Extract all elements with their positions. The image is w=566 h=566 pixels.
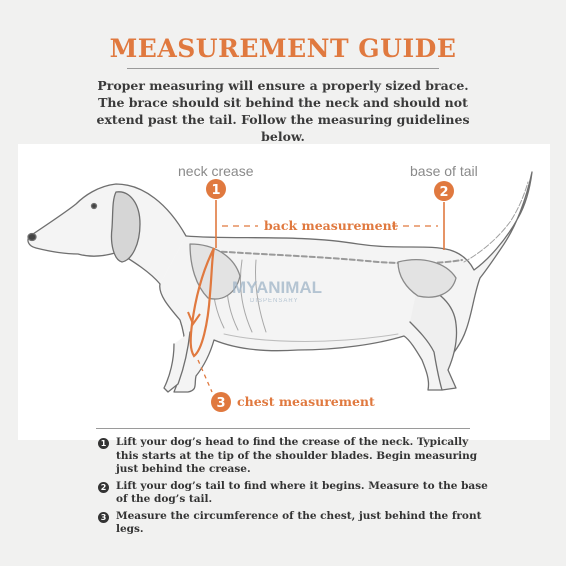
- steps-divider: [96, 428, 470, 429]
- title-divider: [127, 68, 439, 69]
- watermark-subtext: DISPENSARY: [250, 298, 299, 304]
- dog-eye: [92, 204, 97, 209]
- badge-1-number: 1: [211, 183, 221, 198]
- instruction-list: [98, 436, 488, 540]
- step-2-text: Lift your dog’s tail to find where it begins. Measure to the base of the dog’s tail.: [116, 479, 488, 505]
- step-3-number-icon: 3: [98, 512, 109, 523]
- dog-diagram: [18, 144, 550, 440]
- dog-nose: [28, 234, 36, 241]
- instruction-step-1: [98, 436, 488, 477]
- intro-text: Proper measuring will ensure a properly sized brace. The brace should sit behind the neck and should not extend past the tail. Follow the measuring guidelines below.: [96, 78, 470, 144]
- badge-3-number: 3: [216, 396, 226, 411]
- step-2-number-icon: 2: [98, 482, 109, 493]
- instruction-step-3: [98, 510, 488, 537]
- dog-head-outline: [28, 184, 186, 284]
- watermark-text: MYANIMAL: [232, 278, 323, 297]
- page-title: MEASUREMENT GUIDE: [109, 34, 457, 63]
- diagram-panel: [18, 144, 550, 440]
- back-measurement-label: back measurement: [264, 218, 398, 233]
- step-3-text: Measure the circumference of the chest, just behind the front legs.: [116, 509, 482, 535]
- step-1-number-icon: 1: [98, 438, 109, 449]
- step-1-text: Lift your dog’s head to find the crease of the neck. Typically this starts at the tip of the shoulder blades. Begin measuring just behind the crease.: [116, 436, 478, 475]
- badge-2-number: 2: [439, 185, 449, 200]
- base-of-tail-label: base of tail: [410, 163, 478, 179]
- instruction-step-2: [98, 480, 488, 507]
- neck-crease-label: neck crease: [178, 163, 254, 179]
- chest-measurement-label: chest measurement: [237, 394, 375, 409]
